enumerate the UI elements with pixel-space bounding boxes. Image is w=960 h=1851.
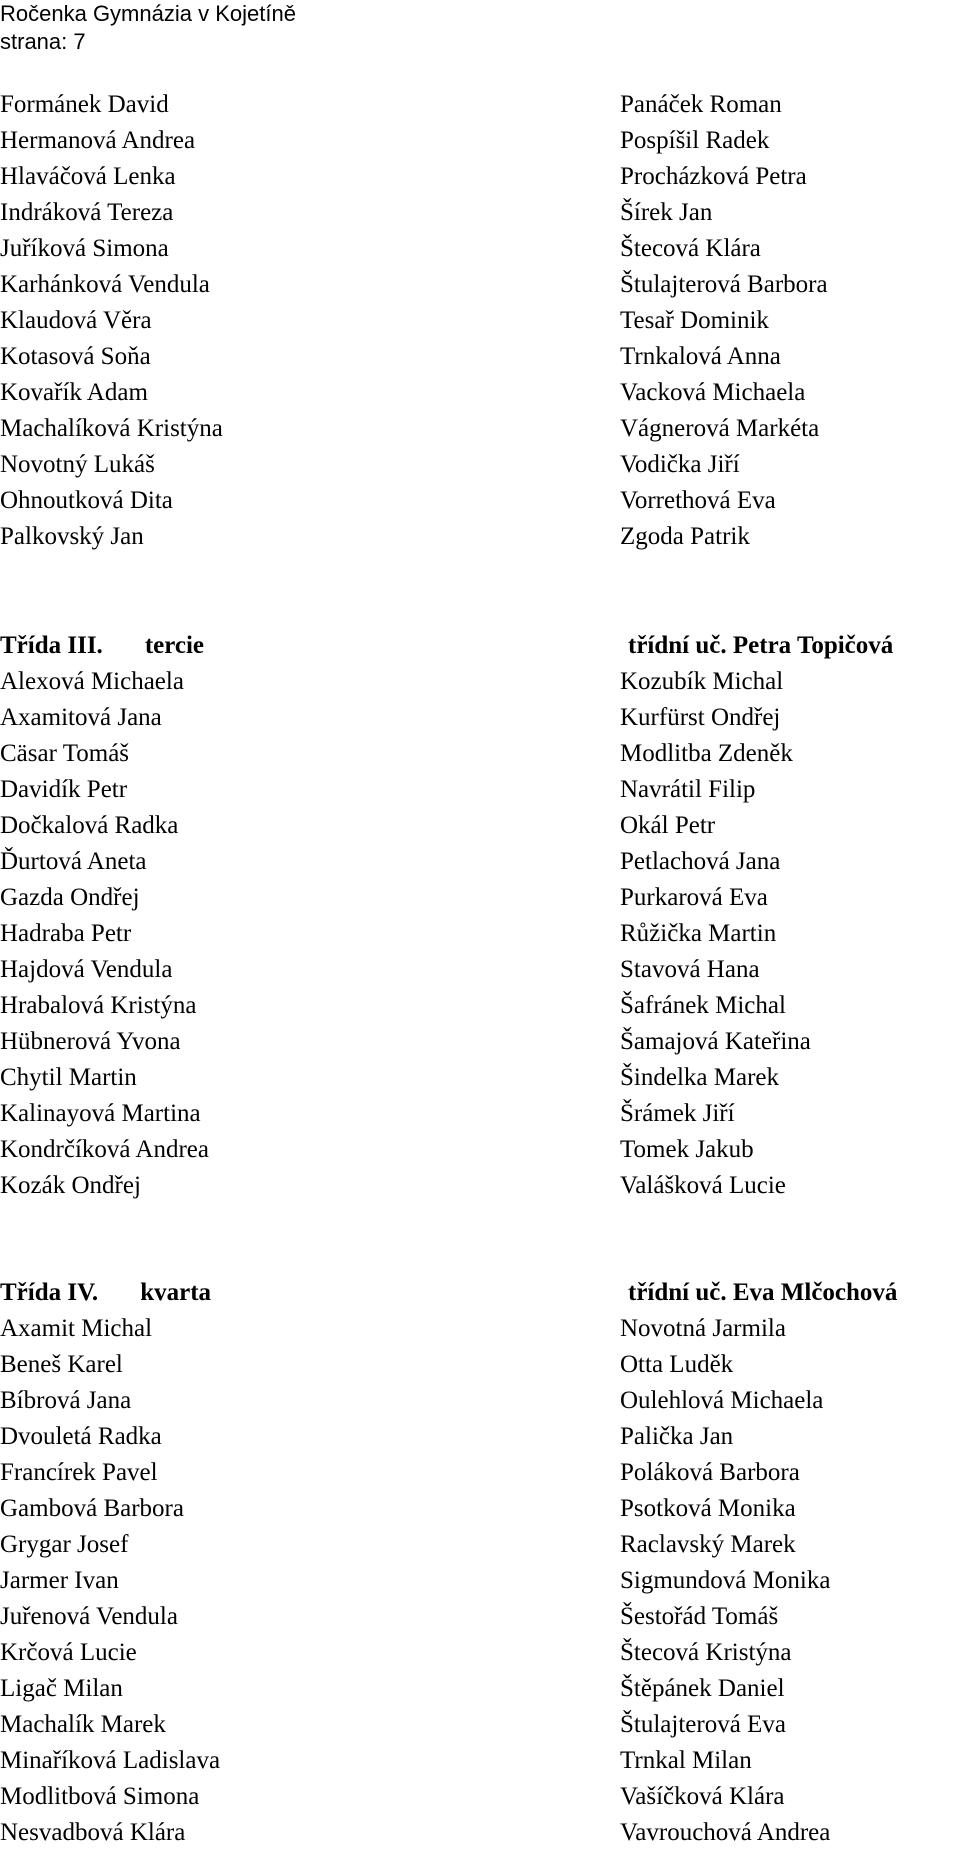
tercie-left-column <box>0 664 209 1204</box>
page-header <box>0 0 296 56</box>
class-heading-kvarta <box>0 1275 211 1311</box>
student-name: Bíbrová Jana <box>0 1387 132 1414</box>
student-name: Gazda Ondřej <box>0 884 140 911</box>
student-name: Navrátil Filip <box>620 776 756 803</box>
student-name: Šindelka Marek <box>620 1064 779 1091</box>
student-name: Vorrethová Eva <box>620 487 776 514</box>
student-name: Stavová Hana <box>620 956 760 983</box>
class-teacher-kvarta: třídní uč. Eva Mlčochová <box>628 1279 898 1306</box>
student-name: Tomek Jakub <box>620 1136 754 1163</box>
class-type: kvarta <box>140 1279 212 1306</box>
student-name: Štulajterová Eva <box>620 1711 786 1738</box>
student-name: Alexová Michaela <box>0 668 184 695</box>
student-name: Beneš Karel <box>0 1351 123 1378</box>
student-name: Ligač Milan <box>0 1675 123 1702</box>
class-label: Třída IV. <box>0 1279 99 1306</box>
student-name: Panáček Roman <box>620 91 782 118</box>
student-name: Ďurtová Aneta <box>0 848 147 875</box>
class-heading-tercie <box>0 628 204 664</box>
prev-class-right-column <box>620 87 828 555</box>
student-name: Okál Petr <box>620 812 716 839</box>
student-name: Vacková Michaela <box>620 379 806 406</box>
student-name: Zgoda Patrik <box>620 523 750 550</box>
prev-class-left-column <box>0 87 223 555</box>
student-name: Šamajová Kateřina <box>620 1028 811 1055</box>
student-name: Otta Luděk <box>620 1351 734 1378</box>
student-name: Dvouletá Radka <box>0 1423 162 1450</box>
student-name: Kozák Ondřej <box>0 1172 141 1199</box>
student-name: Chytil Martin <box>0 1064 137 1091</box>
student-name: Minaříková Ladislava <box>0 1747 221 1774</box>
student-name: Šrámek Jiří <box>620 1100 735 1127</box>
page-number: strana: 7 <box>0 29 86 54</box>
student-name: Kozubík Michal <box>620 668 784 695</box>
student-name: Kovařík Adam <box>0 379 148 406</box>
student-name: Psotková Monika <box>620 1495 796 1522</box>
class-type: tercie <box>144 632 205 659</box>
student-name: Kalinayová Martina <box>0 1100 201 1127</box>
class-teacher-tercie: třídní uč. Petra Topičová <box>628 632 894 659</box>
student-name: Hrabalová Kristýna <box>0 992 197 1019</box>
student-name: Indráková Tereza <box>0 199 174 226</box>
student-name: Davidík Petr <box>0 776 128 803</box>
student-name: Dočkalová Radka <box>0 812 179 839</box>
student-name: Petlachová Jana <box>620 848 781 875</box>
student-name: Palkovský Jan <box>0 523 144 550</box>
student-name: Kotasová Soňa <box>0 343 151 370</box>
student-name: Hajdová Vendula <box>0 956 173 983</box>
student-name: Procházková Petra <box>620 163 807 190</box>
student-name: Valášková Lucie <box>620 1172 786 1199</box>
student-name: Purkarová Eva <box>620 884 768 911</box>
student-name: Kondrčíková Andrea <box>0 1136 209 1163</box>
student-name: Modlitba Zdeněk <box>620 740 793 767</box>
student-name: Sigmundová Monika <box>620 1567 831 1594</box>
student-name: Poláková Barbora <box>620 1459 800 1486</box>
student-name: Šestořád Tomáš <box>620 1603 779 1630</box>
student-name: Gambová Barbora <box>0 1495 184 1522</box>
student-name: Tesař Dominik <box>620 307 769 334</box>
student-name: Axamit Michal <box>0 1315 153 1342</box>
student-name: Štecová Kristýna <box>620 1639 792 1666</box>
student-name: Hermanová Andrea <box>0 127 196 154</box>
student-name: Štěpánek Daniel <box>620 1675 785 1702</box>
student-name: Nesvadbová Klára <box>0 1819 186 1846</box>
student-name: Trnkal Milan <box>620 1747 752 1774</box>
student-name: Vašíčková Klára <box>620 1783 785 1810</box>
kvarta-right-column <box>620 1311 830 1851</box>
student-name: Karhánková Vendula <box>0 271 210 298</box>
student-name: Štecová Klára <box>620 235 761 262</box>
student-name: Novotný Lukáš <box>0 451 155 478</box>
student-name: Vágnerová Markéta <box>620 415 820 442</box>
student-name: Růžička Martin <box>620 920 777 947</box>
student-name: Vodička Jiří <box>620 451 740 478</box>
student-name: Pospíšil Radek <box>620 127 770 154</box>
student-name: Klaudová Věra <box>0 307 152 334</box>
document-title: Ročenka Gymnázia v Kojetíně <box>0 1 296 26</box>
student-name: Jarmer Ivan <box>0 1567 119 1594</box>
student-name: Modlitbová Simona <box>0 1783 200 1810</box>
student-name: Hadraba Petr <box>0 920 132 947</box>
student-name: Hlaváčová Lenka <box>0 163 176 190</box>
student-name: Formánek David <box>0 91 169 118</box>
student-name: Palička Jan <box>620 1423 734 1450</box>
student-name: Machalíková Kristýna <box>0 415 223 442</box>
student-name: Juřenová Vendula <box>0 1603 178 1630</box>
student-name: Cäsar Tomáš <box>0 740 130 767</box>
student-name: Raclavský Marek <box>620 1531 796 1558</box>
student-name: Šírek Jan <box>620 199 713 226</box>
student-name: Trnkalová Anna <box>620 343 781 370</box>
student-name: Juříková Simona <box>0 235 169 262</box>
class-label: Třída III. <box>0 632 103 659</box>
student-name: Machalík Marek <box>0 1711 166 1738</box>
tercie-right-column <box>620 664 811 1204</box>
student-name: Hübnerová Yvona <box>0 1028 181 1055</box>
student-name: Ohnoutková Dita <box>0 487 173 514</box>
student-name: Grygar Josef <box>0 1531 129 1558</box>
kvarta-left-column <box>0 1311 220 1851</box>
student-name: Axamitová Jana <box>0 704 162 731</box>
student-name: Krčová Lucie <box>0 1639 137 1666</box>
student-name: Kurfürst Ondřej <box>620 704 781 731</box>
student-name: Francírek Pavel <box>0 1459 158 1486</box>
student-name: Šafránek Michal <box>620 992 786 1019</box>
student-name: Oulehlová Michaela <box>620 1387 824 1414</box>
student-name: Novotná Jarmila <box>620 1315 786 1342</box>
student-name: Štulajterová Barbora <box>620 271 828 298</box>
student-name: Vavrouchová Andrea <box>620 1819 831 1846</box>
